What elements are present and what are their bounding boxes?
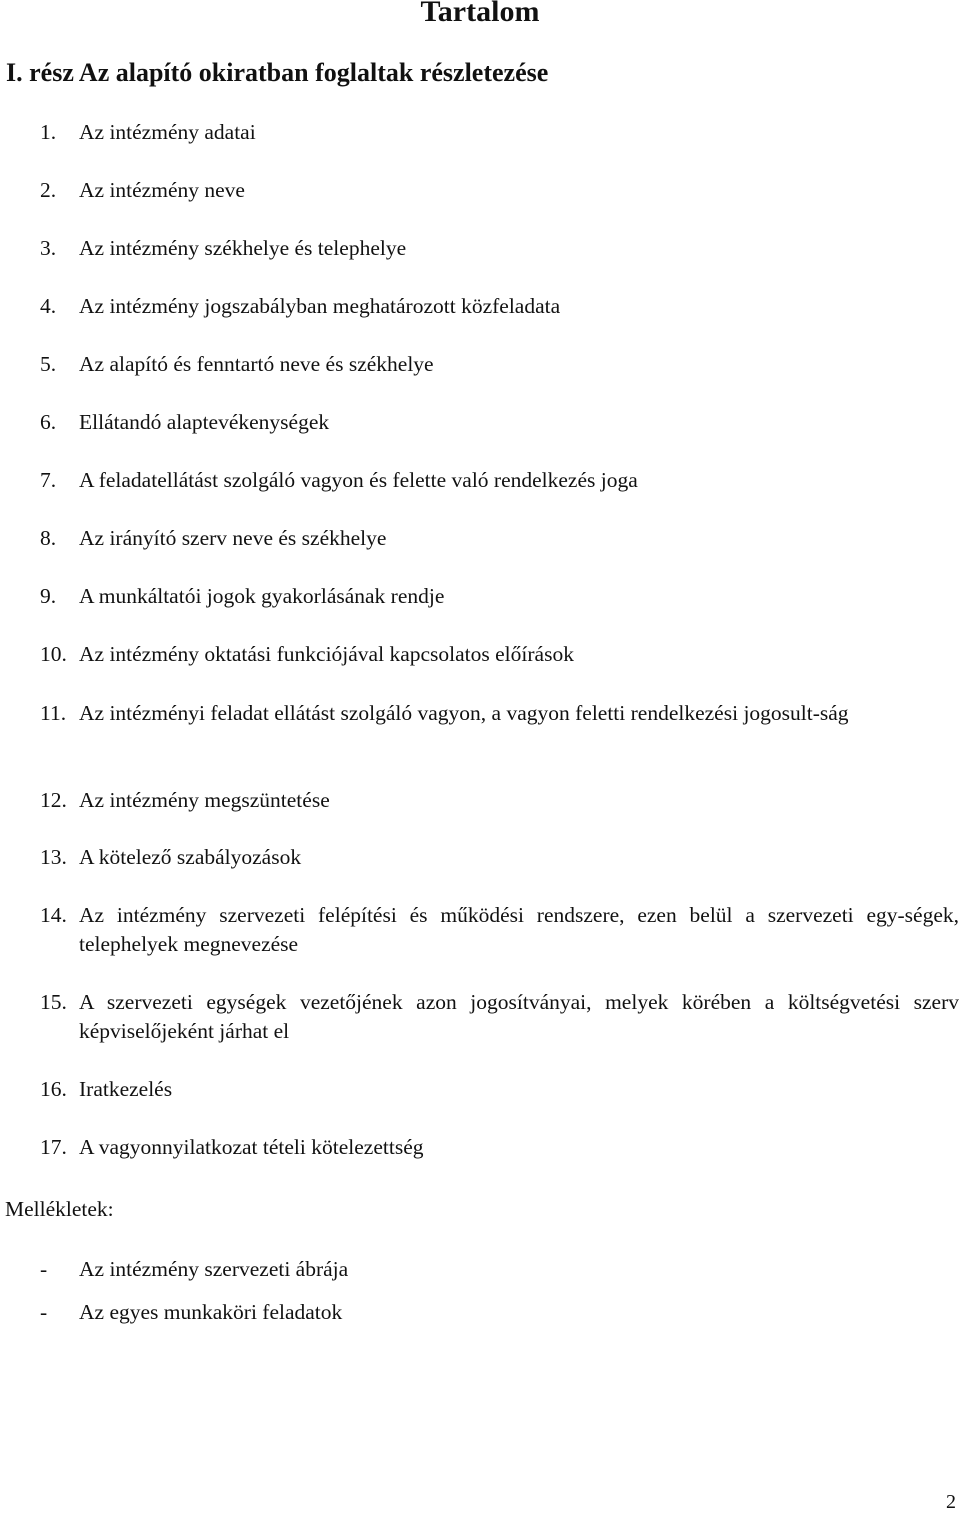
toc-item-1 <box>40 118 960 147</box>
toc-item-text: Az intézmény oktatási funkciójával kapcsolatos előírások <box>79 642 574 666</box>
toc-item-number: 13. <box>40 845 67 869</box>
toc-item-11 <box>40 699 960 728</box>
toc-item-text: Az intézmény jogszabályban meghatározott közfeladata <box>79 294 561 318</box>
toc-item-8 <box>40 524 960 553</box>
toc-item-text: A vagyonnyilatkozat tételi kötelezettség <box>79 1135 424 1159</box>
annex-item-dash: - <box>40 1257 48 1281</box>
toc-item-number: 14. <box>40 903 67 927</box>
toc-item-number: 8. <box>40 526 57 550</box>
toc-item-10 <box>40 640 960 669</box>
toc-item-text: A kötelező szabályozások <box>79 845 302 869</box>
toc-item-text: Az intézmény adatai <box>79 120 256 144</box>
toc-item-text: Az intézményi feladat ellátást szolgáló vagyon, a vagyon feletti rendelkezési jogosult-ság <box>79 701 849 725</box>
toc-item-number: 4. <box>40 294 57 318</box>
toc-item-text: Iratkezelés <box>79 1077 173 1101</box>
toc-item-text: Az intézmény neve <box>79 178 245 202</box>
toc-item-number: 1. <box>40 120 57 144</box>
annex-item-1 <box>40 1255 348 1284</box>
toc-item-14 <box>40 901 960 959</box>
toc-item-text: Az intézmény megszüntetése <box>79 788 330 812</box>
annex-item-dash: - <box>40 1300 48 1324</box>
toc-item-2 <box>40 176 960 205</box>
toc-item-number: 17. <box>40 1135 67 1159</box>
toc-item-number: 5. <box>40 352 57 376</box>
toc-item-3 <box>40 234 960 263</box>
annex-heading: Mellékletek: <box>5 1197 114 1221</box>
toc-item-5 <box>40 350 960 379</box>
annex-item-text: Az egyes munkaköri feladatok <box>79 1300 343 1324</box>
toc-item-15 <box>40 988 960 1046</box>
part-heading: I. rész Az alapító okiratban foglaltak részletezése <box>6 58 549 87</box>
toc-item-text: A feladatellátást szolgáló vagyon és felette való rendelkezés joga <box>79 468 638 492</box>
toc-item-number: 2. <box>40 178 57 202</box>
toc-item-text: A szervezeti egységek vezetőjének azon jogosítványai, melyek körében a költségvetési szerv képviselőjeként járhat el <box>79 990 959 1043</box>
toc-item-text: A munkáltatói jogok gyakorlásának rendje <box>79 584 445 608</box>
toc-item-number: 6. <box>40 410 57 434</box>
page-title: Tartalom <box>420 0 540 28</box>
toc-item-number: 11. <box>40 701 67 725</box>
toc-item-9 <box>40 582 960 611</box>
toc-item-17 <box>40 1133 960 1162</box>
toc-item-text: Az intézmény székhelye és telephelye <box>79 236 407 260</box>
toc-item-16 <box>40 1075 960 1104</box>
toc-item-number: 15. <box>40 990 67 1014</box>
toc-item-text: Az irányító szerv neve és székhelye <box>79 526 387 550</box>
annex-item-text: Az intézmény szervezeti ábrája <box>79 1257 349 1281</box>
toc-item-13 <box>40 843 960 872</box>
toc-item-number: 16. <box>40 1077 67 1101</box>
toc-item-number: 7. <box>40 468 57 492</box>
toc-item-text: Az alapító és fenntartó neve és székhelye <box>79 352 434 376</box>
toc-item-6 <box>40 408 960 437</box>
page-number: 2 <box>946 1491 956 1513</box>
toc-item-text: Ellátandó alaptevékenységek <box>79 410 330 434</box>
toc-item-number: 10. <box>40 642 67 666</box>
toc-item-text: Az intézmény szervezeti felépítési és működési rendszere, ezen belül a szervezeti egy-ségek, telephelyek megnevezése <box>79 903 959 956</box>
toc-item-number: 3. <box>40 236 57 260</box>
toc-item-7 <box>40 466 960 495</box>
toc-item-4 <box>40 292 960 321</box>
toc-item-12 <box>40 786 960 815</box>
toc-item-number: 12. <box>40 788 67 812</box>
annex-item-2 <box>40 1298 342 1327</box>
toc-item-number: 9. <box>40 584 57 608</box>
